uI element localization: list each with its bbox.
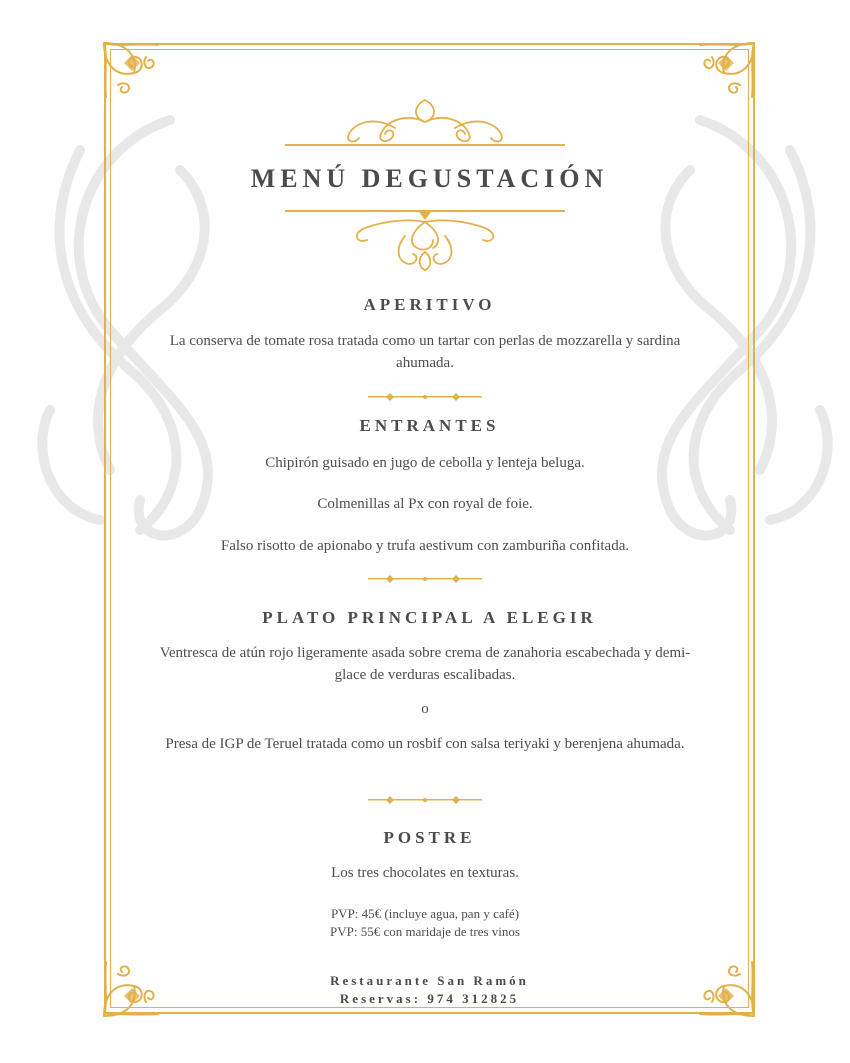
section-heading-plato-principal: PLATO PRINCIPAL A ELEGIR [262,608,597,627]
section-heading-entrantes: ENTRANTES [359,416,500,435]
reservations-phone: Reservas: 974 312825 [339,991,520,1006]
menu-item: Los tres chocolates en texturas. [331,865,519,881]
menu-item: Presa de IGP de Teruel tratada como un rosbif con salsa teriyaki y berenjena ahumada. [165,736,685,752]
flourish-corner-icon [688,37,760,109]
section-heading-postre: POSTRE [383,828,476,847]
menu-item: Ventresca de atún rojo ligeramente asada sobre crema de zanahoria escabechada y demi-glace de verduras escalibadas. [159,645,691,683]
menu-item: La conserva de tomate rosa tratada como un tartar con perlas de mozzarella y sardina ahumada. [169,333,681,371]
dotted-divider-icon [368,574,482,584]
dotted-divider-icon [368,795,482,805]
menu-item: Chipirón guisado en jugo de cebolla y lenteja beluga. [265,455,585,471]
section-heading-aperitivo: APERITIVO [363,295,496,314]
dotted-divider-icon [368,392,482,402]
price-line: PVP: 55€ con maridaje de tres vinos [330,924,520,939]
scroll-ornament-icon [285,208,565,272]
scroll-ornament-icon [285,92,565,148]
menu-item-separator: o [421,701,429,717]
menu-item: Colmenillas al Px con royal de foie. [317,496,533,512]
page-title: MENÚ DEGUSTACIÓN [250,164,609,193]
menu-item: Falso risotto de apionabo y trufa aestivum con zamburiña confitada. [220,538,630,554]
price-line: PVP: 45€ (incluye agua, pan y café) [330,906,520,921]
restaurant-name: Restaurante San Ramón [330,973,529,988]
flourish-corner-icon [98,37,170,109]
